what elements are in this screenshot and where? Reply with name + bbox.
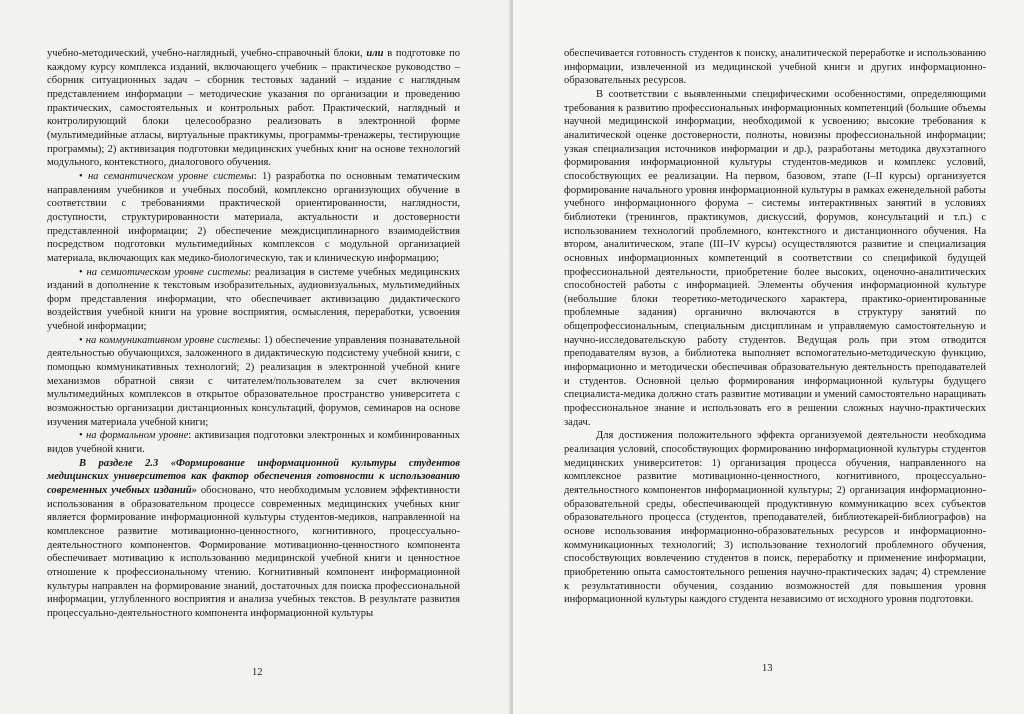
text-run: • [79,266,87,278]
page-number-left: 12 [252,667,263,678]
paragraph [47,457,460,621]
text-run [366,48,383,59]
text-run: на коммуникативном уровне системы [85,334,258,346]
paragraph [564,47,986,88]
text-run: : реализация в системе учебных медицинских изданий в дополнение к текстовым изобразительных, аудиовизуальных, мультимедийных форм представления информации, что обеспечивает активизацию дидактического воздействия учебной книги на уровне восприятия, осмысления, переработки, усвоения учебной информации; [47,266,460,333]
text-run: на формальном уровне [85,430,189,442]
paragraph [47,429,460,456]
paragraph [564,429,986,607]
text-run: в подготовке по каждому курсу комплекса изданий, включающего учебник – практическое руководство – сборник ситуационных задач – сборник тестовых заданий – издание с наглядным представлением информации – методические указания по организации и проведению практических, самостоятельных и контрольных работ. Практический, наглядный и контролирующий блоки целесообразно реализовать в электронной форме (мультимедийные атласы, виртуальные практикумы, программы-тренажеры, тестирующие программы); 2) активизация подготовки медицинских учебных книг на основе технологий модульного, контекстного, диалогового обучения. [47,48,460,169]
text-run: учебно-методический, учебно-наглядный, учебно-справочный блоки, [47,48,367,59]
emphasis-text: или [366,48,384,59]
text-run: • [79,430,86,442]
paragraph [47,170,460,266]
text-run: В соответствии с выявленными специфическими особенностями, определяющими требования к развитию профессиональных информационных компетенций (большие объемы научной медицинской информации, необходимой к усвоению; высокие требования к аналитической оценке достоверности, полноты, новизны профессиональной информации; узкая специализация источников информации и др.), разработаны методика двухэтапного формирования информационной культуры студентов-медиков и комплекс условий, способствующих ее реализации. На первом, базовом, этапе (I–II курсы) организуется формирование начального уровня информационной культуры в рамках еженедельной работы учебного информационного форума – системы интерактивных занятий в условиях библиотеки (тренингов, практикумов, дискуссий, форумов, консультаций и т.п.) с использованием технологий проблемного, контекстного и дистанционного обучения. На втором, аналитическом, этапе (III–IV курсы) осуществляются развитие и специализация основных информационных компетенций в соответствии со спецификой будущей профессиональной деятельности, приобретение более высоких, оценочно-аналитических способностей работы с информацией. Элементы обучения информационной культуре (небольшие блоки теоретико-методического характера, практико-ориентированные проблемные задания) органично включаются в структуру занятий по общепрофессиональным, специальным дисциплинам и управляемую самостоятельную и научно-исследовательскую работу студентов. Ведущая роль при этом отводится преподавателям вузов, а библиотека выполняет вспомогательно-методическую функцию, информационно и методически обеспечивая образовательную деятельность преподавателей и студентов. Основной целью формирования информационной культуры будущего специалиста-медика должно стать развитие мотивации и умений самостоятельно наращивать профессиональное знание и использовать его в решении сложных научно-практических задач. [564,88,986,428]
text-run: на семиотическом уровне системы [86,266,249,278]
text-run: : 1) обеспечение управления познавательной деятельностью обучающихся, заложенного в дидактическую подсистему учебной книги, с помощью коммуникативных технологий; 2) реализация в электронной учебной книге механизмов обратной связи с читателем/пользователем за счет включения мультимедийных комплексов в открытое образовательное пространство университета с возможностью организации дистанционных консультаций, форумов, семинаров на основе изучения материала учебной книги; [47,334,460,428]
paragraph [564,88,986,429]
text-run: : активизация подготовки электронных и комбинированных видов учебной книги. [47,430,460,456]
text-run: обеспечивается готовность студентов к поиску, аналитической переработке и использованию информации, извлеченной из медицинской учебной книги и других информационно-образовательных ресурсов. [564,48,986,87]
text-run: • [79,170,88,182]
page-number-right: 13 [762,663,773,674]
right-page-text [564,47,986,607]
right-page [513,0,1024,714]
text-run: на семантическом уровне системы [87,170,254,182]
paragraph [47,266,460,334]
text-run: • [79,334,86,346]
text-run: Для достижения положительного эффекта организуемой деятельности необходима реализация условий, способствующих формированию информационной культуры студентов медицинских университетов: 1) организация процесса обучения, направленного на комплексное развитие мотивационно-ценностного, когнитивного, процессуально-деятельностного компонентов информационной культуры; 2) организация информационно-образовательной среды, обеспечивающей продуктивную коммуникацию всех субъектов образовательного процесса (студентов, преподавателей, библиотекарей-библиографов) на основе использования информационно-образовательных ресурсов и информационно-коммуникационных технологий; 3) использование технологий проблемного обучения, способствующих вовлечению студентов в поиск, переработку и применение информации, приобретению опыта самостоятельного решения научно-практических задач; 4) стремление к результативности обучения, созданию возможностей для повышения уровня информационной культуры каждого студента независимо от исходного уровня подготовки. [564,430,986,606]
text-run: обосновано, что необходимым условием эффективности использования в образовательном процессе современных медицинских учебных книг является формирование информационной культуры студентов-медиков, направленной на комплексное развитие мотивационно-ценностного, когнитивного, процессуально-деятельностного компонентов. Формирование мотивационно-ценностного компонента обеспечивает мотивацию к использованию медицинской учебной книги и ценностное отношение к профессиональному чтению. Когнитивный компонент информационной культуры направлен на формирование знаний, достаточных для поиска профессиональной информации, углубленного восприятия и анализа учебных текстов. В результате развития процессуально-деятельностного компонента информационной культуры [47,485,460,619]
text-run: : 1) разработка по основным тематическим направлениям учебников и учебных пособий, комплексно организующих обучение в соответствии с требованиями практической ориентированности, наглядности, доступности, структурированности материала, актуальности и достоверности представленной информации; 2) обеспечение междисциплинарного взаимодействия посредством подготовки мультимедийных комплексов с модульной организацией материала, включающих как медико-биологическую, так и клиническую информацию; [47,170,460,264]
paragraph [47,334,460,430]
left-page-text [47,47,460,621]
emphasis-text: В разделе 2.3 «Формирование информационной культуры студентов медицинских университетов как фактор обеспечения готовности к использованию современных учебных изданий» [47,457,460,496]
left-page [0,0,511,714]
paragraph [47,47,460,170]
